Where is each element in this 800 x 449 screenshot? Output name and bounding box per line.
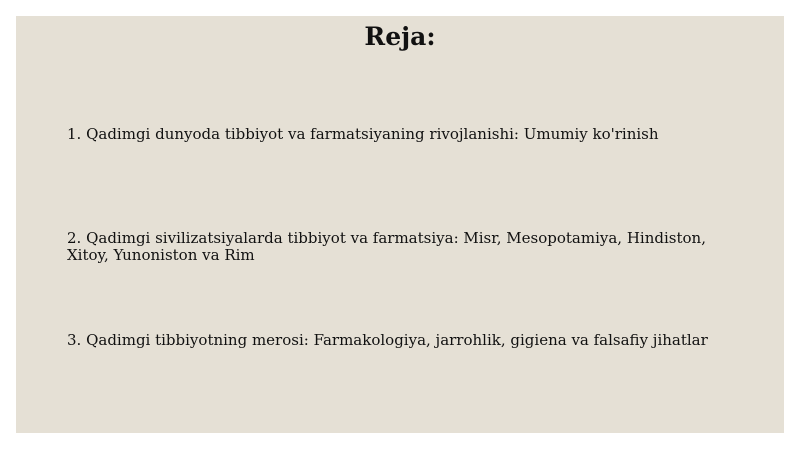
slide-title: Reja: [364, 22, 436, 51]
plan-item-2: 2. Qadimgi sivilizatsiyalarda tibbiyot va farmatsiya: Misr, Mesopotamiya, Hindiston, Xitoy, Yunoniston va Rim [67, 229, 706, 264]
plan-item-3: 3. Qadimgi tibbiyotning merosi: Farmakologiya, jarrohlik, gigiena va falsafiy jihatlar [67, 331, 708, 349]
plan-item-1: 1. Qadimgi dunyoda tibbiyot va farmatsiyaning rivojlanishi: Umumiy ko'rinish [67, 125, 659, 143]
slide [16, 16, 784, 433]
